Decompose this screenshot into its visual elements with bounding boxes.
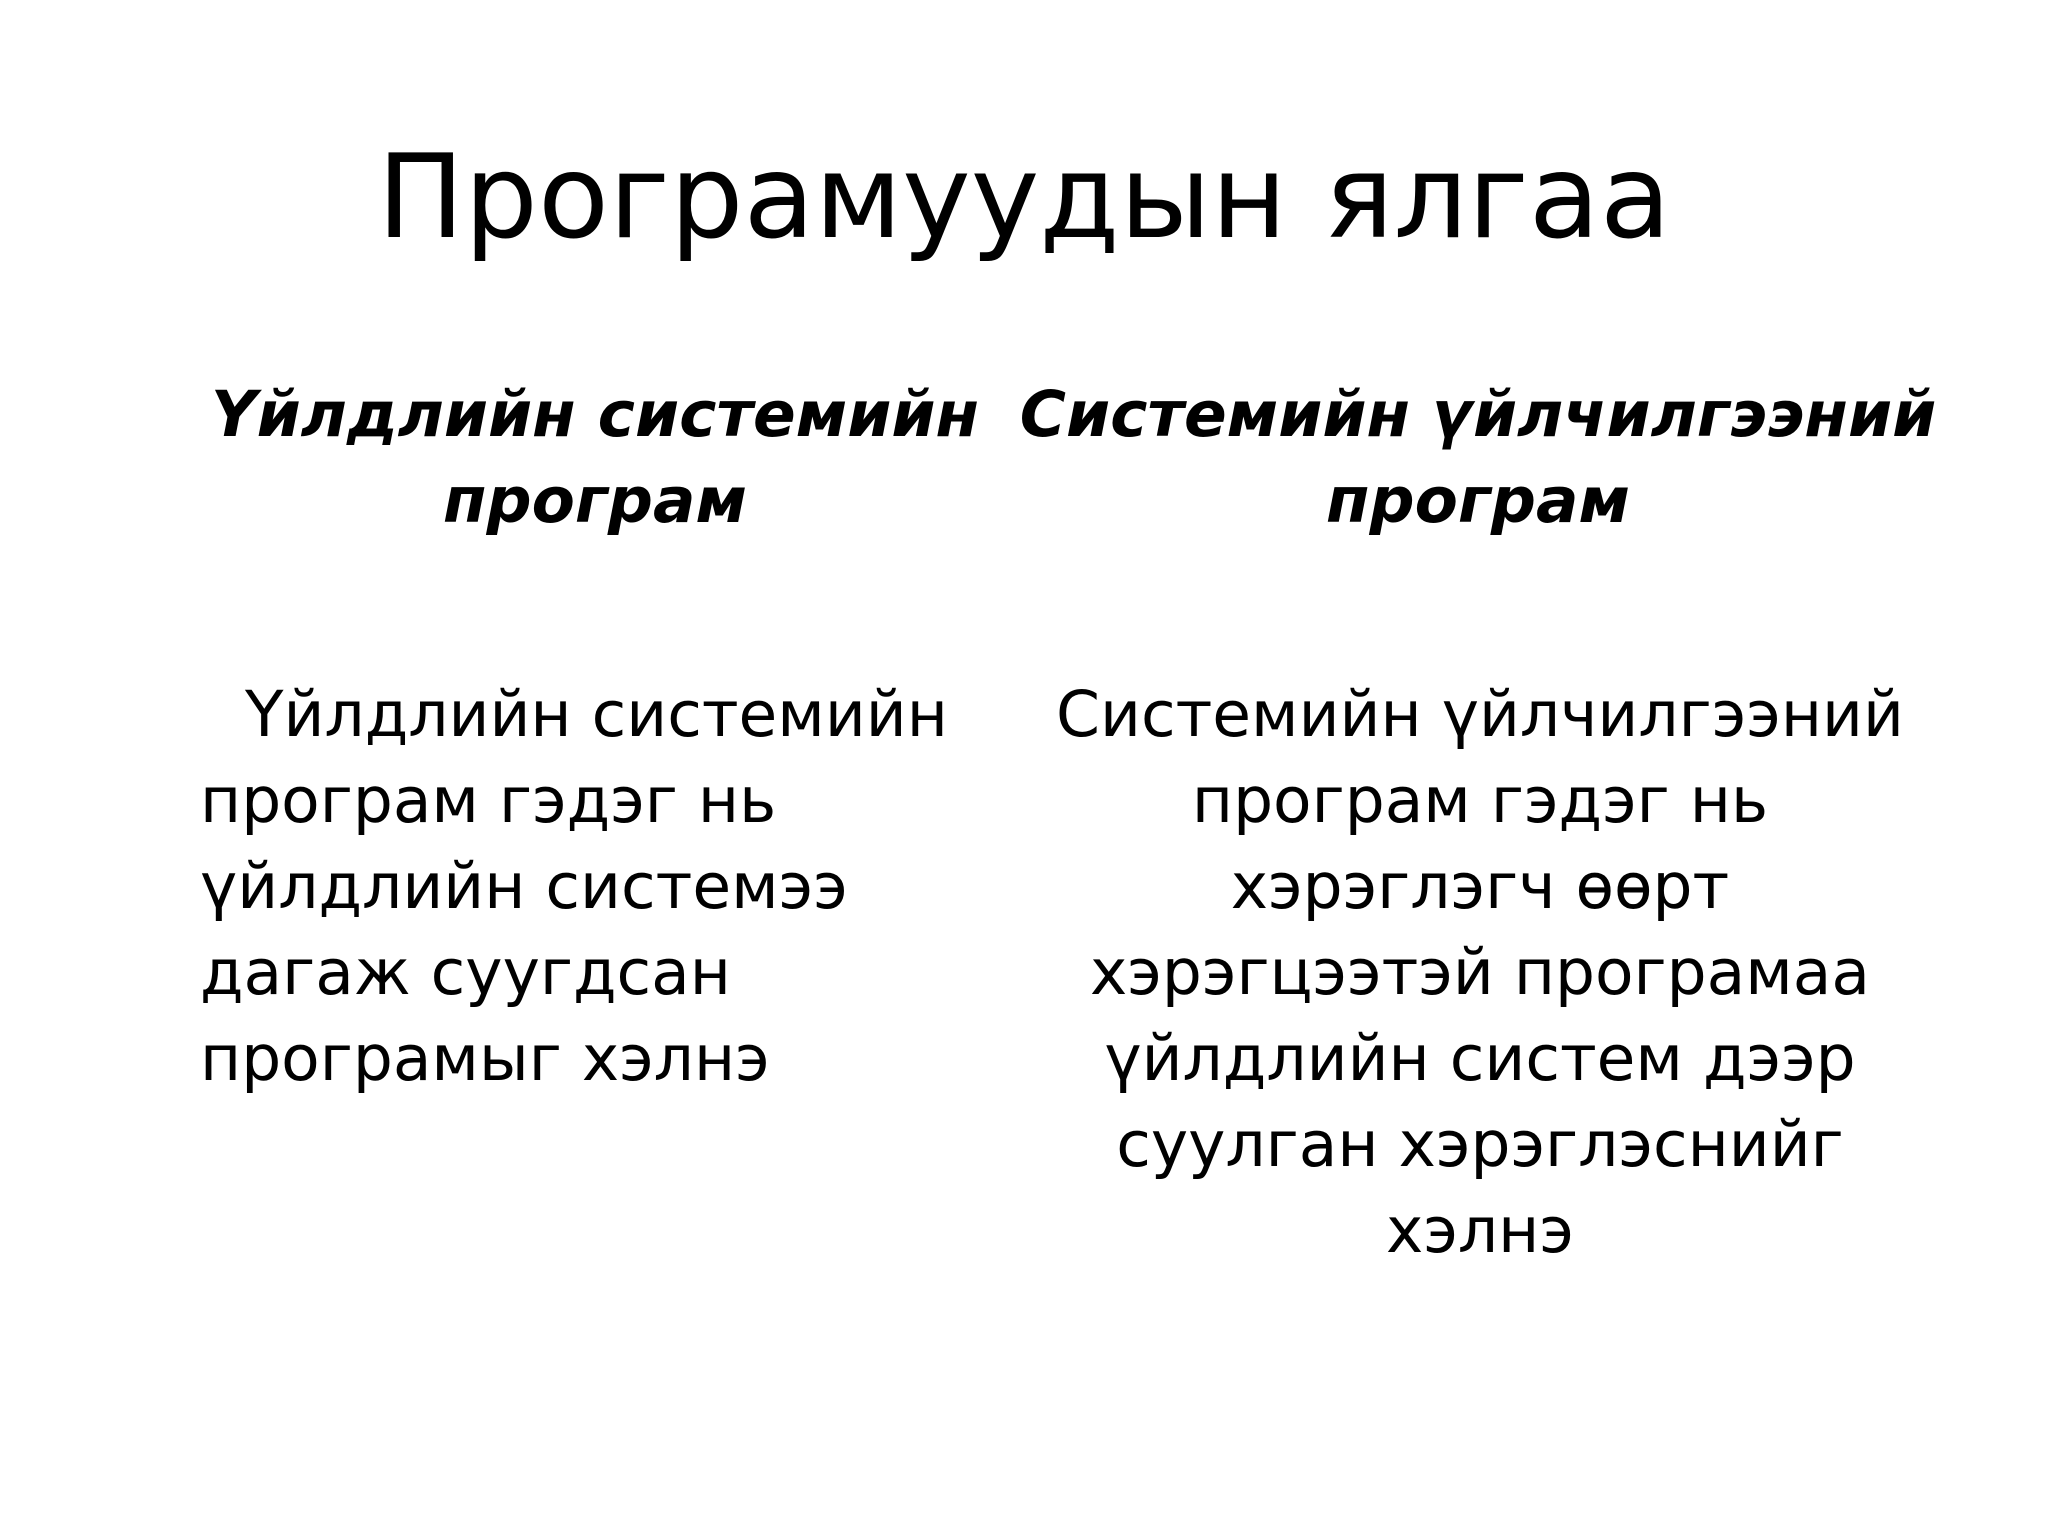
left-column-heading: Үйлдлийн системийн програм xyxy=(210,378,980,537)
slide-title: Програмуудын ялгаа xyxy=(377,130,1671,265)
left-column-body: Үйлдлийн системийн програм гэдэг нь үйлдлийн системээ дагаж суугдсан програмыг хэлнэ xyxy=(200,678,948,1095)
right-column-heading: Системийн үйлчилгээний програм xyxy=(1019,378,1937,537)
right-column-body: Системийн үйлчилгээний програм гэдэг нь хэрэглэгч өөрт хэрэгцээтэй програмаа үйлдлийн систем дээр суулган хэрэглэснийг хэлнэ xyxy=(1056,678,1904,1267)
